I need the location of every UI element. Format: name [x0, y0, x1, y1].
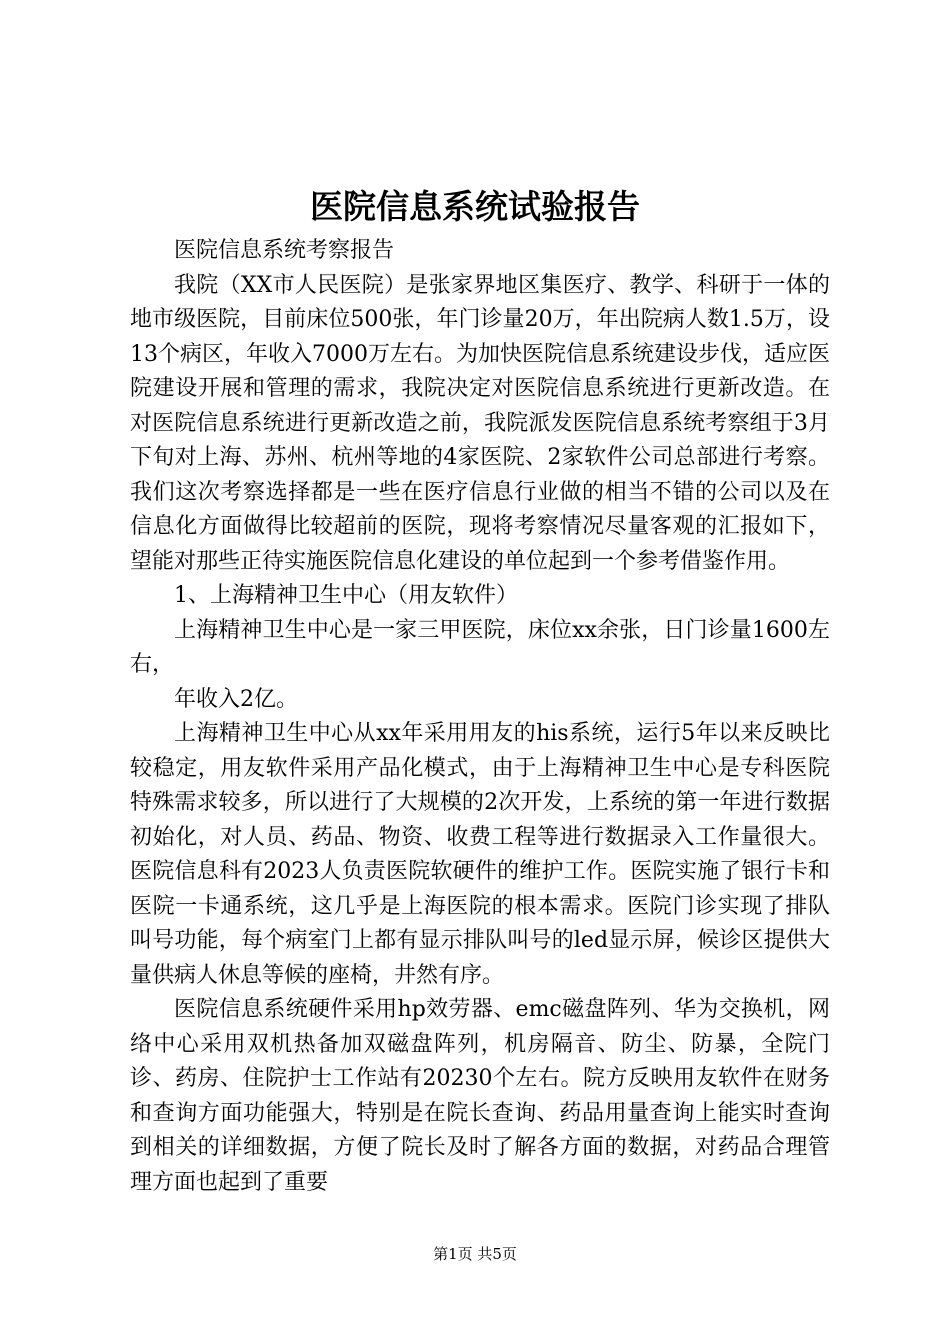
paragraph-subtitle: 医院信息系统考察报告 [174, 238, 395, 263]
paragraph-his-system: 上海精神卫生中心从xx年采用用友的his系统，运行5年以来反映比较稳定，用友软件采用产品化模式，由于上海精神卫生中心是专科医院特殊需求较多，所以进行了大规模的2次开发，上系统的第一年进行数据初始化，对人员、药品、物资、收费工程等进行数据录入工作量很大。医院信息科有2023人负责医院软硬件的维护工作。医院实施了银行卡和医院一卡通系统，这几乎是上海医院的根本需求。医院门诊实现了排队叫号功能，每个病室门上都有显示排队叫号的led显示屏，候诊区提供大量供病人休息等候的座椅，井然有序。 [130, 721, 830, 988]
paragraph-hospital-summary: 上海精神卫生中心是一家三甲医院，床位xx余张，日门诊量1600左右， [130, 617, 830, 677]
section-heading-1: 1、上海精神卫生中心（用友软件） [174, 583, 518, 608]
paragraph-hardware: 医院信息系统硬件采用hp效劳器、emc磁盘阵列、华为交换机，网络中心采用双机热备加双磁盘阵列，机房隔音、防尘、防暴，全院门诊、药房、住院护士工作站有20230个左右。院方反映用友软件在财务和查询方面功能强大，特别是在院长查询、药品用量查询上能实时查询到相关的详细数据，方便了院长及时了解各方面的数据，对药品合理管理方面也起到了重要 [130, 997, 830, 1195]
document-body [130, 234, 830, 1200]
paragraph-annual-income: 年收入2亿。 [174, 686, 298, 712]
paragraph-intro: 我院（XX市人民医院）是张家界地区集医疗、教学、科研于一体的地市级医院，目前床位500张，年门诊量20万，年出院病人数1.5万，设13个病区，年收入7000万左右。为加快医院信息系统建设步伐，适应医院建设开展和管理的需求，我院决定对医院信息系统进行更新改造。在对医院信息系统进行更新改造之前，我院派发医院信息系统考察组于3月下旬对上海、苏州、杭州等地的4家医院、2家软件公司总部进行考察。我们这次考察选择都是一些在医疗信息行业做的相当不错的公司以及在信息化方面做得比较超前的医院，现将考察情况尽量客观的汇报如下，望能对那些正待实施医院信息化建设的单位起到一个参考借鉴作用。 [130, 272, 830, 574]
document-title: 医院信息系统试验报告 [310, 187, 640, 226]
page-number-footer: 第1页 共5页 [433, 1245, 517, 1263]
